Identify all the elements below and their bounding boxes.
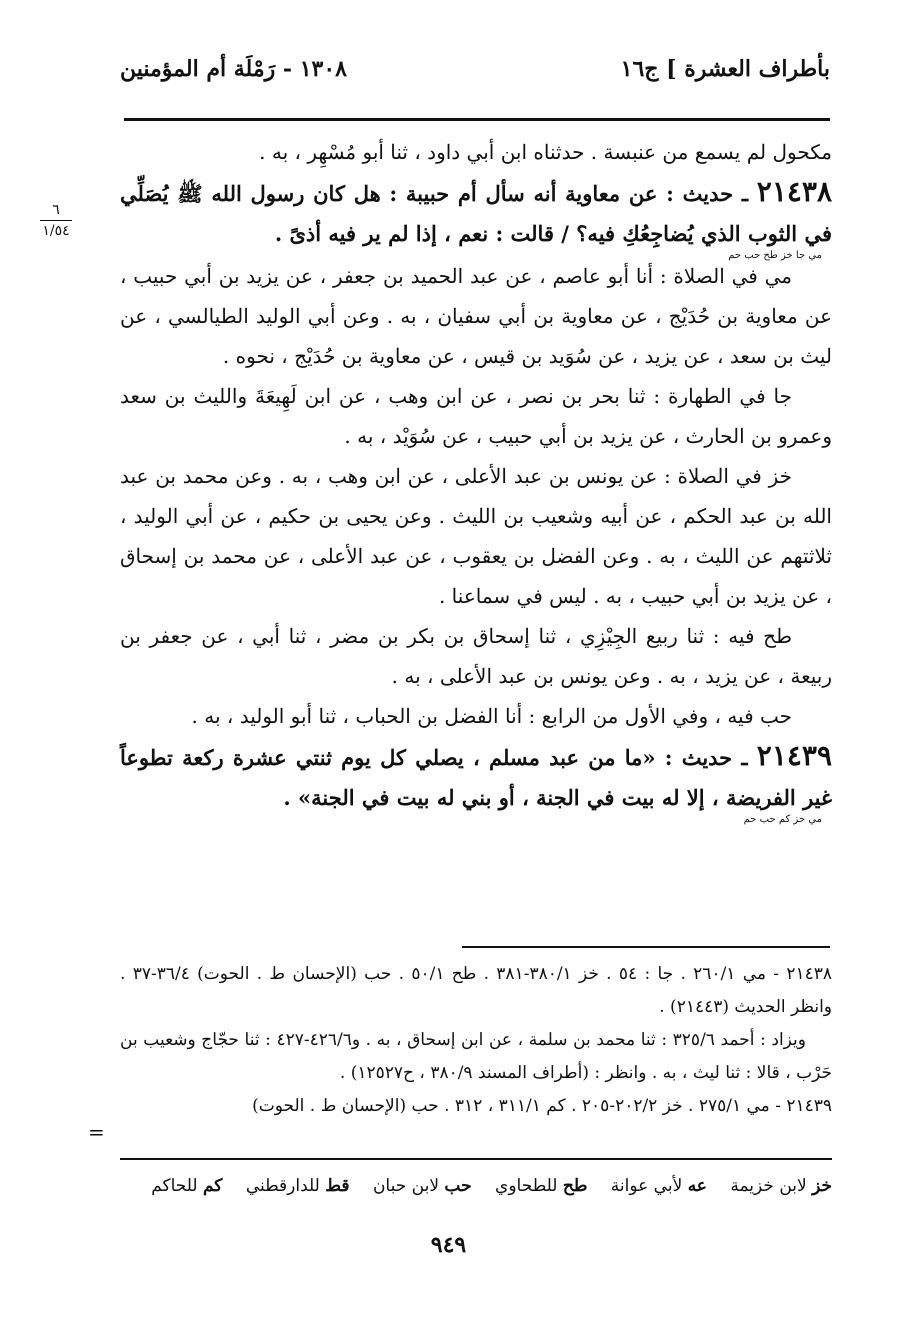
- margin-note-bottom: ١/٥٤: [42, 223, 70, 239]
- abbr-item: طح للطحاوي: [495, 1176, 588, 1196]
- footnotes: [120, 958, 832, 1123]
- abbr-item: قط للدارقطني: [245, 1176, 350, 1196]
- running-header: [120, 56, 830, 96]
- hadith-number: ٢١٤٣٩: [756, 739, 832, 772]
- main-text: [120, 132, 832, 825]
- footnote-21438: ٢١٤٣٨ - مي ٢٦٠/١ . جا : ٥٤ . خز ٣٨٠/١-٣٨١ . طح ٥٠/١ . حب (الإحسان ط . الحوت) ٣٦/٤-٣٧ . وانظر الحديث (٢١٤٤٣) .: [120, 964, 833, 1017]
- hadith-text: ـ حديث : «ما من عبد مسلم ، يصلي كل يوم ثنتي عشرة ركعة تطوعاً غير الفريضة ، إلا له بيت في الجنة ، أو بني له بيت في الجنة» .: [120, 745, 832, 810]
- chain-paragraph-th: طح فيه : ثنا ربيع الجِيْزِي ، ثنا إسحاق بن بكر بن مضر ، ثنا أبي ، عن جعفر بن ربيعة ، عن يزيد ، به . وعن يونس بن عبد الأعلى ، به .: [120, 624, 832, 688]
- margin-note-top: ٦: [52, 202, 60, 218]
- footnote-addition: ويزاد : أحمد ٣٢٥/٦ : ثنا محمد بن سلمة ، عن ابن إسحاق ، به . و٤٢٦/٦-٤٢٧ : ثنا حجّاج وشعيب بن حَرْب ، قالا : ثنا ليث ، به . وانظر : (أطراف المسند ٣٨٠/٩ ، ح١٢٥٢٧) .: [120, 1030, 832, 1083]
- margin-reference: [36, 200, 76, 241]
- chain-paragraph-ja: جا في الطهارة : ثنا بحر بن نصر ، عن ابن وهب ، عن ابن لَهِيعَةَ والليث بن سعد وعمرو بن الحارث ، عن يزيد بن أبي حبيب ، عن سُوَيْد ، به .: [120, 384, 832, 448]
- hadith-sigla: مي جا خز طح حب حم: [728, 250, 822, 261]
- hadith-21439: [120, 736, 832, 818]
- hadith-sigla: مي خز كم حب حم: [743, 814, 822, 825]
- header-section-title: ١٣٠٨ - رَمْلَة أم المؤمنين: [120, 56, 347, 82]
- footnote-21439: ٢١٤٣٩ - مي ٢٧٥/١ . خز ٢٠٢/٢-٢٠٥ . كم ٣١١/١ ، ٣١٢ . حب (الإحسان ط . الحوت): [252, 1096, 832, 1116]
- footer-rule: [120, 1158, 832, 1160]
- chain-paragraph-khz: خز في الصلاة : عن يونس بن عبد الأعلى ، عن ابن وهب ، به . وعن محمد بن عبد الله بن عبد الحكم ، عن أبيه وشعيب بن الليث . وعن يحيى بن حكيم ، عن أبي الوليد ، ثلاثتهم عن الليث ، به . وعن الفضل بن يعقوب ، عن عبد الأعلى ، عن محمد بن إسحاق ، عن يزيد بن أبي حبيب ، به . ليس في سماعنا .: [120, 464, 832, 608]
- header-rule: [124, 118, 830, 121]
- abbr-item: كم للحاكم: [151, 1176, 223, 1196]
- hadith-number: ٢١٤٣٨: [756, 175, 832, 208]
- hadith-21438: [120, 172, 832, 254]
- continuation-mark: =: [88, 1120, 105, 1144]
- abbr-item: عه لأبي عوانة: [610, 1176, 707, 1196]
- abbr-item: حب لابن حبان: [372, 1176, 472, 1196]
- header-book-title: بأطراف العشرة ] ج١٦: [620, 56, 830, 82]
- footnote-rule: [462, 946, 830, 948]
- abbr-item: خز لابن خزيمة: [730, 1176, 832, 1196]
- chain-paragraph-hb: حب فيه ، وفي الأول من الرابع : أنا الفضل بن الحباب ، ثنا أبو الوليد ، به .: [191, 704, 792, 728]
- margin-divider: [40, 220, 72, 221]
- page-number: ٩٤٩: [430, 1232, 467, 1258]
- chain-paragraph-mi: مي في الصلاة : أنا أبو عاصم ، عن عبد الحميد بن جعفر ، عن يزيد بن أبي حبيب ، عن معاوية بن حُدَيْج ، عن معاوية بن أبي سفيان ، به . وعن أبي الوليد الطيالسي ، عن ليث بن سعد ، عن يزيد ، عن سُوَيد بن قيس ، عن معاوية بن حُدَيْج ، نحوه .: [120, 264, 832, 368]
- abbreviations-key: [120, 1172, 832, 1200]
- hadith-text: ـ حديث : عن معاوية أنه سأل أم حبيبة : هل كان رسول الله ﷺ يُصَلِّي في الثوب الذي يُضاجِعُكِ فيه؟ / قالت : نعم ، إذا لم ير فيه أذىً .: [120, 181, 832, 246]
- continuation-line: مكحول لم يسمع من عنبسة . حدثناه ابن أبي داود ، ثنا أبو مُسْهِر ، به .: [259, 140, 832, 164]
